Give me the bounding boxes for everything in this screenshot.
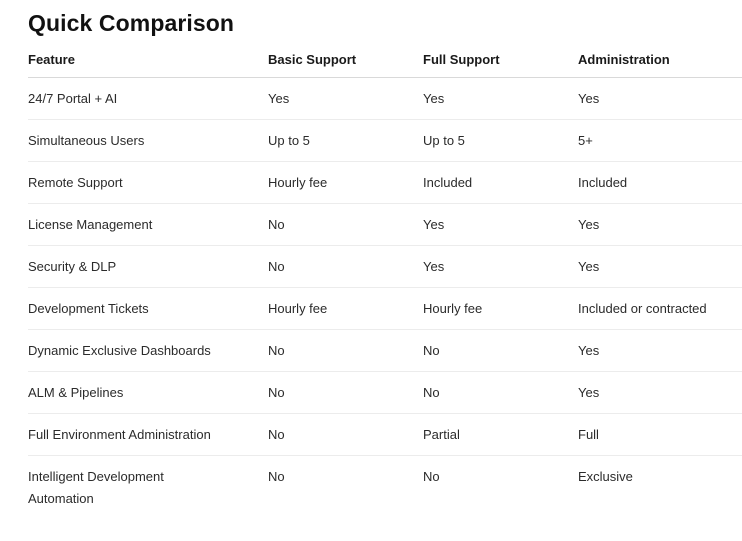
- full-support-cell: Yes: [423, 246, 578, 288]
- column-header-full-support: Full Support: [423, 42, 578, 78]
- basic-support-cell: No: [268, 330, 423, 372]
- feature-cell: License Management: [28, 204, 268, 246]
- full-support-cell: No: [423, 469, 440, 484]
- table-header-row: [28, 42, 742, 78]
- full-support-cell: Up to 5: [423, 120, 578, 162]
- full-support-cell: Hourly fee: [423, 288, 578, 330]
- full-support-cell: Yes: [423, 78, 578, 120]
- table-row: [28, 120, 742, 162]
- feature-cell: Simultaneous Users: [28, 120, 268, 162]
- feature-cell: ALM & Pipelines: [28, 372, 268, 414]
- administration-cell: Included: [578, 162, 742, 204]
- administration-cell: Yes: [578, 330, 742, 372]
- feature-cell: Dynamic Exclusive Dashboards: [28, 330, 268, 372]
- table-row: [28, 246, 742, 288]
- table-row: [28, 288, 742, 330]
- feature-cell: 24/7 Portal + AI: [28, 78, 268, 120]
- table-row: [28, 204, 742, 246]
- basic-support-cell: No: [268, 414, 423, 456]
- table-row: [28, 456, 742, 517]
- administration-cell: Yes: [578, 78, 742, 120]
- feature-cell: Full Environment Administration: [28, 414, 268, 456]
- administration-cell: Yes: [578, 246, 742, 288]
- table-row: [28, 162, 742, 204]
- full-support-cell: No: [423, 372, 578, 414]
- basic-support-cell: No: [268, 204, 423, 246]
- feature-cell: Intelligent Development Automation: [28, 469, 164, 506]
- table-row: [28, 414, 742, 456]
- basic-support-cell: Hourly fee: [268, 288, 423, 330]
- basic-support-cell: Yes: [268, 78, 423, 120]
- comparison-table: [28, 42, 742, 516]
- basic-support-cell: No: [268, 469, 285, 484]
- column-header-administration: Administration: [578, 42, 742, 78]
- full-support-cell: No: [423, 330, 578, 372]
- administration-cell: Full: [578, 414, 742, 456]
- administration-cell: Included or contracted: [578, 288, 742, 330]
- table-row: [28, 372, 742, 414]
- administration-cell: 5+: [578, 120, 742, 162]
- full-support-cell: Yes: [423, 204, 578, 246]
- full-support-cell: Partial: [423, 414, 578, 456]
- feature-cell: Development Tickets: [28, 288, 268, 330]
- basic-support-cell: No: [268, 246, 423, 288]
- page-title: Quick Comparison: [28, 10, 235, 36]
- feature-cell: Remote Support: [28, 162, 268, 204]
- full-support-cell: Included: [423, 162, 578, 204]
- table-row: [28, 78, 742, 120]
- column-header-basic-support: Basic Support: [268, 42, 423, 78]
- feature-cell: Security & DLP: [28, 246, 268, 288]
- basic-support-cell: Hourly fee: [268, 162, 423, 204]
- column-header-feature: Feature: [28, 42, 268, 78]
- basic-support-cell: Up to 5: [268, 120, 423, 162]
- administration-cell: Yes: [578, 204, 742, 246]
- table-row: [28, 330, 742, 372]
- administration-cell: Yes: [578, 372, 742, 414]
- basic-support-cell: No: [268, 372, 423, 414]
- administration-cell: Exclusive: [578, 469, 633, 484]
